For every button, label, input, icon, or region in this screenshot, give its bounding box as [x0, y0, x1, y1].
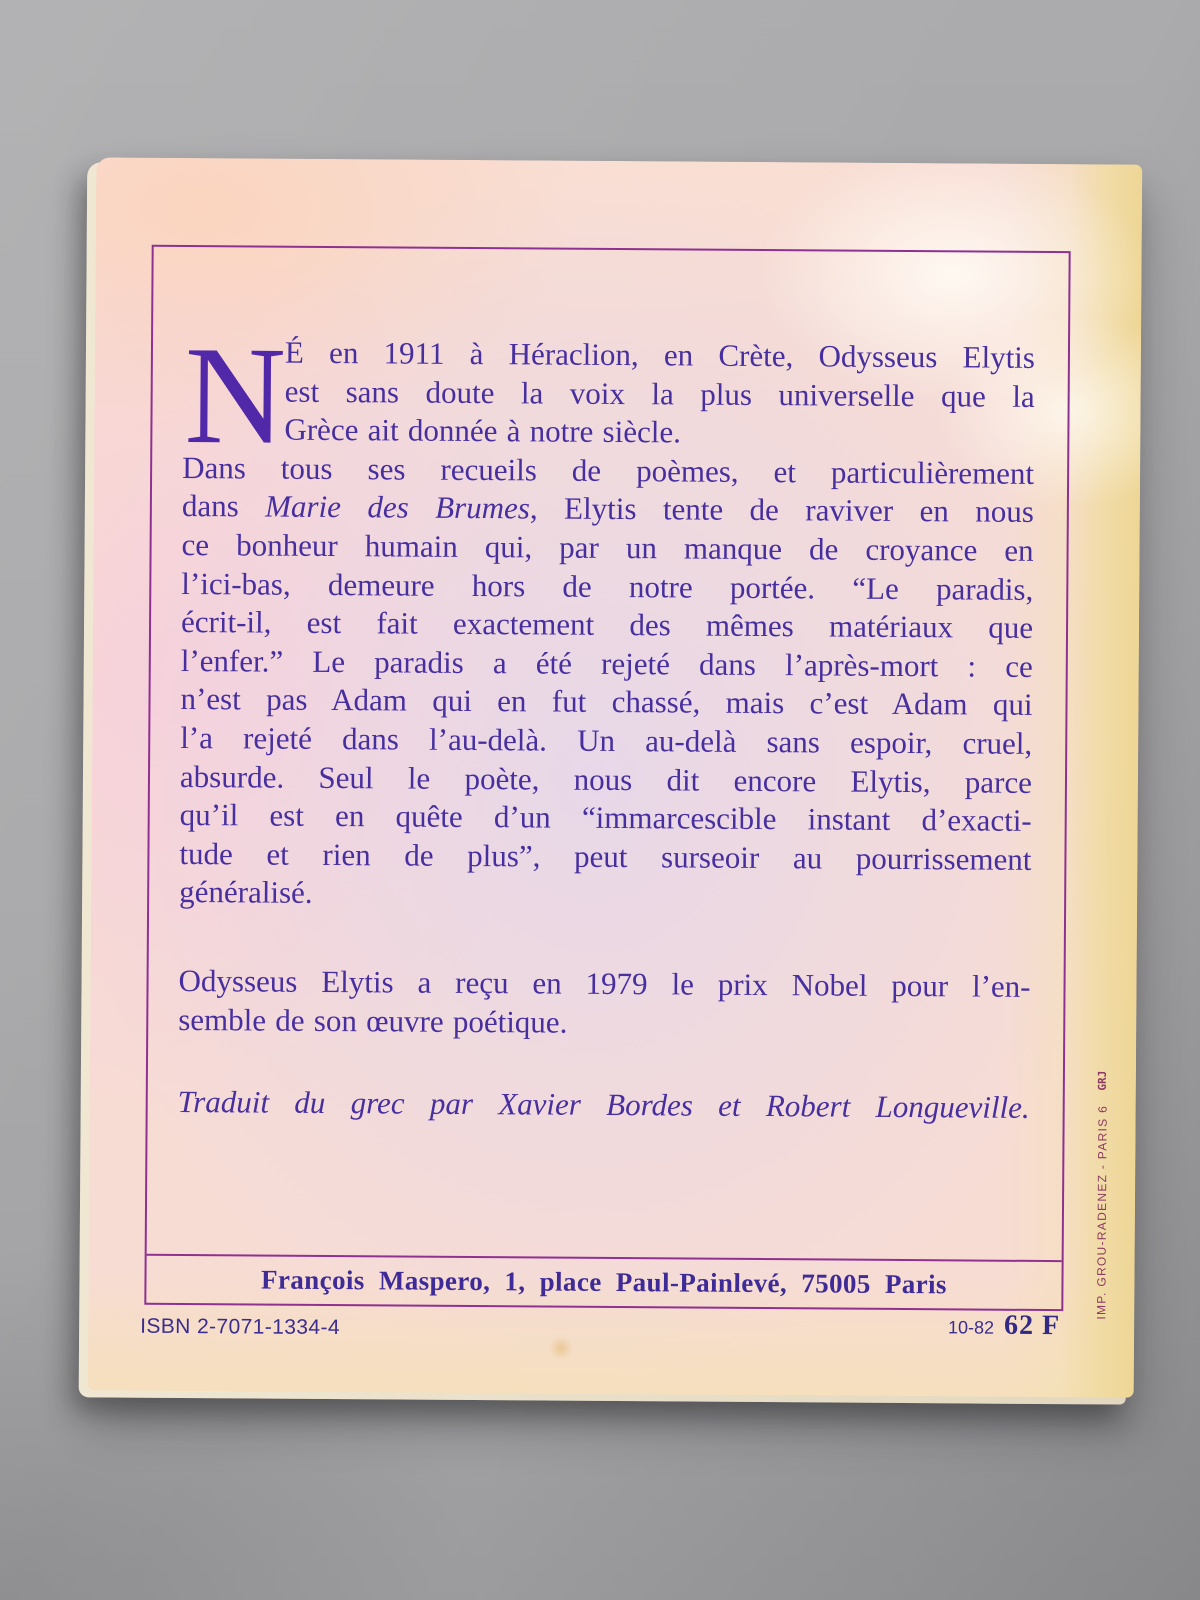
text-line: qu’il est en quête d’un “immarcescible instant d’exacti- [179, 797, 1032, 839]
text-segment: , Elytis tente de raviver en nous [529, 490, 1035, 530]
text-line: écrit-il, est fait exactement des mêmes matériaux que [180, 604, 1034, 646]
text-line: É en 1911 à Héraclion, en Crète, Odysseus Elytis [284, 334, 1036, 375]
text-line: Dans tous ses recueils de poèmes, et particulièrement [182, 449, 1035, 491]
text-line: tude et rien de plus”, peut surseoir au pourrissement [179, 835, 1032, 877]
text-line: semble de son œuvre poétique. [178, 1001, 568, 1040]
text-line: est sans doute la voix la plus universelle que la [284, 373, 1035, 414]
isbn-label: ISBN 2-7071-1334-4 [140, 1314, 341, 1340]
text-line: généralisé. [179, 874, 313, 911]
text-line: absurde. Seul le poète, nous dit encore Elytis, parce [179, 758, 1033, 800]
book-title-italic: Marie des Brumes [265, 488, 531, 526]
book-back-cover [88, 157, 1143, 1397]
text-line [182, 487, 1034, 532]
cover-surface [88, 157, 1143, 1397]
price-label: 62 F [1003, 1309, 1061, 1342]
blurb-text-area [177, 317, 1036, 1128]
printer-credit-vertical [1094, 1070, 1110, 1319]
border-frame [144, 245, 1070, 1311]
text-segment: dans [181, 488, 266, 524]
main-paragraph [179, 449, 1034, 918]
price-row [948, 1309, 1060, 1342]
text-line: Odysseus Elytis a reçu en 1979 le prix Nobel pour l’en- [178, 962, 1031, 1004]
nobel-paragraph [178, 962, 1031, 1045]
text-line: n’est pas Adam qui en fut chassé, mais c’est Adam qui [180, 681, 1033, 723]
text-line: Grèce ait donnée à notre siècle. [284, 411, 682, 450]
translator-credit [178, 1083, 1030, 1128]
text-line: l’a rejeté dans l’au-delà. Un au-delà sans espoir, cruel, [180, 719, 1033, 761]
publisher-address: François Maspero, 1, place Paul-Painlevé, 75005 Paris [260, 1264, 948, 1300]
text-line: Traduit du grec par Xavier Bordes et Robert Longueville. [177, 1084, 1030, 1125]
text-line: l’enfer.” Le paradis a été rejeté dans l’après-mort : ce [180, 642, 1033, 684]
printer-logo-icon: GRJ [1095, 1070, 1109, 1091]
print-date-code: 10-82 [947, 1317, 995, 1338]
text-line: l’ici-bas, demeure hors de notre portée. “Le paradis, [181, 565, 1034, 607]
printer-credit-text: IMP. GROU-RADENEZ - PARIS 6 [1094, 1104, 1110, 1320]
drop-cap: N [184, 317, 287, 474]
publisher-strip [146, 1254, 1061, 1309]
text-line: ce bonheur humain qui, par un manque de croyance en [181, 526, 1034, 568]
